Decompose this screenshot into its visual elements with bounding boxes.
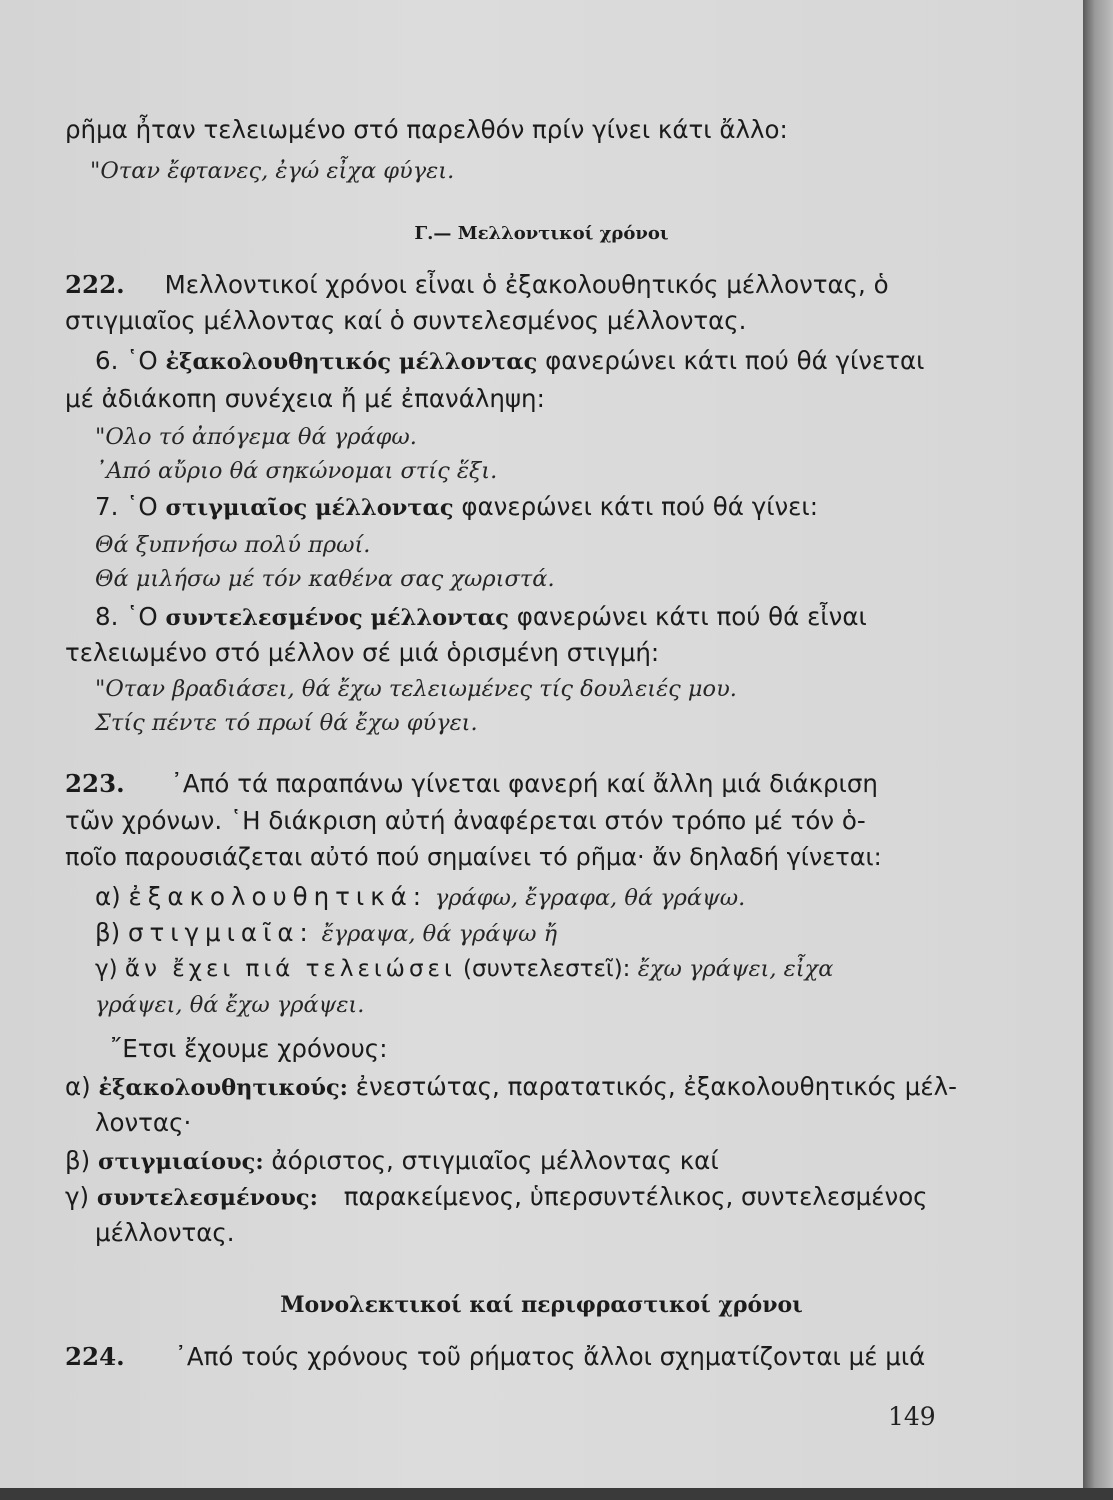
text-fragment: ἐνεστώτας, παρατατικός, ἐξακολουθητικός μέλ- (347, 1072, 957, 1101)
item-6 (95, 346, 1083, 377)
text-line: τελειωμένο στό μέλλον σέ μιά ὁρισμένη στιγμή: (65, 638, 660, 667)
text-fragment: φανερώνει κάτι πού θά εἶναι (508, 602, 867, 631)
text-line: ποῖο παρουσιάζεται αὐτό πού σημαίνει τό ρῆμα· ἄν δηλαδή γίνεται: (65, 843, 882, 871)
spaced-term: ἐξακολουθητικά: (128, 882, 428, 911)
example-line: "Ολο τό ἀπόγεμα θά γράφω. (95, 424, 417, 450)
item-8 (95, 602, 1083, 633)
example-line: ᾿Από αὔριο θά σηκώνομαι στίς ἕξι. (95, 458, 498, 484)
example-line: "Οταν ἔφτανες, ἐγώ εἶχα φύγει. (90, 158, 455, 184)
item-7 (95, 492, 1083, 523)
item-prefix: β) (65, 1146, 98, 1175)
paragraph-222 (65, 270, 1083, 300)
text-line: λοντας· (95, 1108, 192, 1137)
text-fragment: φανερώνει κάτι πού θά γίνει: (453, 492, 818, 521)
example-line: Θά ξυπνήσω πολύ πρωί. (95, 532, 371, 558)
text-line: ᾿Από τούς χρόνους τοῦ ρήματος ἄλλοι σχηματίζονται μέ μιά (174, 1342, 926, 1371)
text-fragment: ἀόριστος, στιγμιαῖος μέλλοντας καί (263, 1146, 719, 1175)
paragraph-number: 223. (65, 769, 125, 798)
summary-b (65, 1146, 1083, 1177)
paragraph-223 (65, 769, 1083, 799)
text-line: τῶν χρόνων. ῾Η διάκριση αὐτή ἀναφέρεται στόν τρόπο μέ τόν ὁ- (65, 806, 866, 835)
item-prefix: γ) (95, 956, 125, 982)
paragraph-224 (65, 1342, 1083, 1372)
summary-c (65, 1182, 1083, 1213)
item-prefix: 8. ῾Ο (95, 602, 166, 631)
book-spine-edge (1083, 0, 1113, 1500)
item-prefix: α) (65, 1072, 99, 1101)
bold-term: συντελεσμένος μέλλοντας (165, 605, 509, 631)
bold-term: συντελεσμένους: (96, 1185, 318, 1211)
scan-bottom-edge (0, 1488, 1113, 1500)
text-line: στιγμιαῖος μέλλοντας καί ὁ συντελεσμένος μέλλοντας. (65, 306, 747, 335)
bold-term: ἐξακολουθητικός μέλλοντας (165, 349, 538, 375)
example-fragment: γράφω, ἔγραφα, θά γράψω. (434, 885, 746, 911)
example-fragment: ἔγραψα, θά γράψω ἤ (321, 921, 558, 947)
spaced-term: ἄν ἔχει πιά τελειώσει (124, 956, 456, 982)
text-line: ᾿Από τά παραπάνω γίνεται φανερή καί ἄλλη μιά διάκριση (170, 769, 878, 798)
item-c (95, 954, 1083, 984)
text-line: μέ ἀδιάκοπη συνέχεια ἤ μέ ἐπανάληψη: (65, 384, 545, 413)
item-prefix: γ) (65, 1182, 97, 1211)
bold-term: στιγμιαῖος μέλλοντας (165, 495, 454, 521)
paragraph-number: 224. (65, 1342, 125, 1371)
section-heading: Γ.— Μελλοντικοί χρόνοι (414, 223, 669, 244)
page-number: 149 (888, 1402, 936, 1431)
example-line: Θά μιλήσω μέ τόν καθένα σας χωριστά. (95, 566, 555, 592)
text-line: ρῆμα ἦταν τελειωμένο στό παρελθόν πρίν γίνει κάτι ἄλλο: (65, 115, 788, 144)
bold-term: ἐξακολουθητικούς: (98, 1075, 348, 1101)
example-line: γράψει, θά ἔχω γράψει. (95, 992, 365, 1018)
item-prefix: α) (95, 882, 129, 911)
summary-a (65, 1072, 1083, 1103)
example-line: "Οταν βραδιάσει, θά ἔχω τελειωμένες τίς δουλειές μου. (95, 676, 737, 702)
text-line: ῎Ετσι ἔχουμε χρόνους: (110, 1034, 388, 1063)
text-line: Μελλοντικοί χρόνοι εἶναι ὁ ἐξακολουθητικός μέλλοντας, ὁ (164, 270, 889, 299)
text-line: μέλλοντας. (95, 1218, 235, 1247)
item-prefix: β) (95, 918, 128, 947)
text-fragment: φανερώνει κάτι πού θά γίνεται (537, 346, 925, 375)
text-fragment: παρακείμενος, ὑπερσυντέλικος, συντελεσμένος (335, 1182, 928, 1211)
spaced-term: στιγμιαῖα: (127, 918, 314, 947)
item-b (95, 918, 1083, 949)
example-fragment: ἔχω γράψει, εἶχα (637, 956, 834, 982)
text-fragment: (συντελεστεῖ): (455, 956, 638, 982)
example-line: Στίς πέντε τό πρωί θά ἔχω φύγει. (95, 710, 478, 736)
item-a (95, 882, 1083, 913)
paragraph-number: 222. (65, 270, 125, 299)
item-prefix: 7. ῾Ο (95, 492, 166, 521)
item-prefix: 6. ῾Ο (95, 346, 166, 375)
section-heading: Μονολεκτικοί καί περιφραστικοί χρόνοι (280, 1292, 803, 1318)
bold-term: στιγμιαίους: (97, 1149, 264, 1175)
